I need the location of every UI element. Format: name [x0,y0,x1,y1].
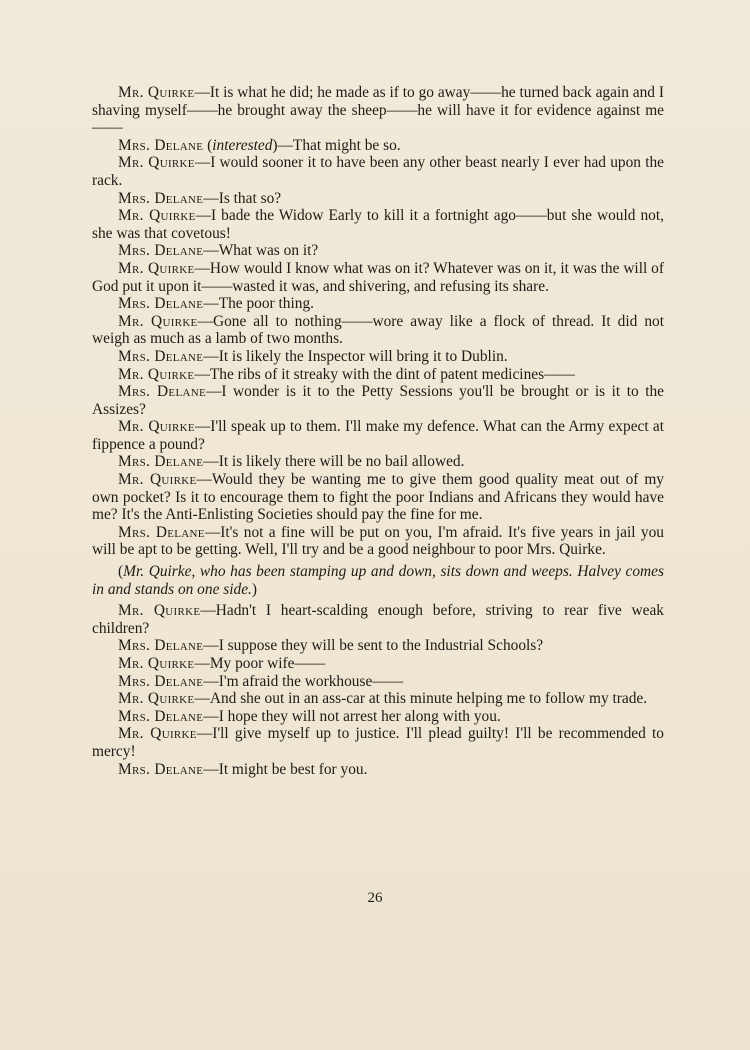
dialogue-line [92,207,664,242]
dialogue-line: Mrs. Delane (interested)—That might be so. [118,136,401,154]
page-number: 26 [367,890,383,906]
speech-text: —I bade the Widow Early to kill it a fortnight ago——but she would not, she was that covetous! [92,207,664,242]
dialogue-line [92,453,664,471]
speech-text: —It's not a fine will be put on you, I'm afraid. It's five years in jail you will be apt to be getting. Well, I'll try and be a good neighbour to poor Mrs. Quirke. [92,523,665,559]
dialogue-line [92,471,664,524]
speech-text: —What was on it? [203,242,319,260]
speech-text: —I'll speak up to them. I'll make my defence. What can the Army expect at fippence a pound? [92,418,664,453]
speech-text: —It might be best for you. [203,760,368,778]
dialogue-line [92,725,664,760]
dialogue-line [92,366,664,384]
speaker-name: Mrs. Delane [118,242,204,260]
stage-direction-text: Mr. Quirke, who has been stamping up and down, sits down and weeps. Halvey comes in and stands on one side. [92,563,664,598]
speech-text: )—That might be so. [272,136,401,154]
speaker-name: Mrs. Delane [118,347,204,365]
speech-text: —How would I know what was on it? Whatever was on it, it was the will of God put it upon it——wasted it was, and shivering, and refusing its share. [92,259,664,295]
dialogue-line [92,84,664,137]
speaker-name: Mr. Quirke [118,312,198,330]
stage-direction: (Mr. Quirke, who has been stamping up and down, sits down and weeps. Halvey comes in and stands on one side.) [92,563,664,598]
dialogue-line [92,242,664,260]
speaker-name: Mrs. Delane [118,136,204,154]
dialogue-line [92,418,664,453]
speech-text: —And she out in an ass-car at this minute helping me to follow my trade. [194,690,648,708]
speaker-name: Mr. Quirke [118,84,195,101]
play-text [92,84,664,778]
speech-text: —The ribs of it streaky with the dint of patent medicines—— [194,365,575,383]
speaker-name: Mrs. Delane [118,672,204,690]
dialogue-line [92,348,664,366]
dialogue-line [92,655,664,673]
speaker-name: Mr. Quirke [118,471,197,489]
stage-aside: interested [212,136,273,154]
speaker-name: Mr. Quirke [118,690,195,708]
speaker-name: Mr. Quirke [118,418,195,436]
speaker-name: Mr. Quirke [118,725,197,743]
dialogue-line [92,524,664,559]
dialogue-line [92,313,664,348]
speaker-name: Mr. Quirke [118,259,195,277]
dialogue-line [92,673,664,691]
speech-text: —Would they be wanting me to give them good quality meat out of my own pocket? Is it to encourage them to fight the poor Indians and Africans they would have me? It's the Anti-Enlisting Societies should pay the fine for me. [92,471,664,524]
dialogue-line [92,761,664,779]
speech-text: —It is what he did; he made as if to go away——he turned back again and I shaving myself——he brought away the sheep——he will have it for evidence against me—— [92,84,664,137]
dialogue-line [92,154,664,189]
speech-text: —I wonder is it to the Petty Sessions you'll be brought or is it to the Assizes? [92,383,665,418]
dialogue-line [92,690,664,708]
dialogue-line [92,637,664,655]
dialogue-line [92,190,664,208]
speaker-name: Mr. Quirke [118,365,195,383]
dialogue-line [92,260,664,295]
speech-text: —I suppose they will be sent to the Industrial Schools? [203,637,544,655]
speaker-name: Mrs. Delane [118,383,206,401]
speech-text: —I hope they will not arrest her along with you. [203,707,501,725]
speech-text: —It is likely the Inspector will bring it to Dublin. [203,347,508,365]
speech-text: —Is that so? [203,189,282,207]
speaker-name: Mrs. Delane [118,189,204,207]
speech-text: —It is likely there will be no bail allowed. [203,453,465,471]
speaker-name: Mr. Quirke [118,207,196,225]
speaker-name: Mr. Quirke [118,154,195,172]
speech-text: —I'll give myself up to justice. I'll plead guilty! I'll be recommended to mercy! [92,725,664,760]
speaker-name: Mrs. Delane [118,453,204,471]
speaker-name: Mrs. Delane [118,637,204,655]
speaker-name: Mrs. Delane [118,523,205,541]
speech-text: —Gone all to nothing——wore away like a flock of thread. It did not weigh as much as a lamb of two months. [92,312,664,348]
speech-text: —I'm afraid the workhouse—— [203,672,404,690]
speech-text: —I would sooner it to have been any other beast nearly I ever had upon the rack. [92,154,664,189]
dialogue-line [92,295,664,313]
dialogue-line [92,602,664,637]
speaker-name: Mrs. Delane [118,295,204,313]
speech-text: —My poor wife—— [194,655,326,672]
speaker-name: Mr. Quirke [118,602,201,620]
dialogue-line [92,708,664,726]
speaker-name: Mr. Quirke [118,655,195,672]
dialogue-line [92,383,664,418]
speaker-name: Mrs. Delane [118,760,204,778]
speaker-name: Mrs. Delane [118,707,204,725]
speech-text: —The poor thing. [203,295,315,313]
speech-text: —Hadn't I heart-scalding enough before, striving to rear five weak children? [92,602,664,637]
